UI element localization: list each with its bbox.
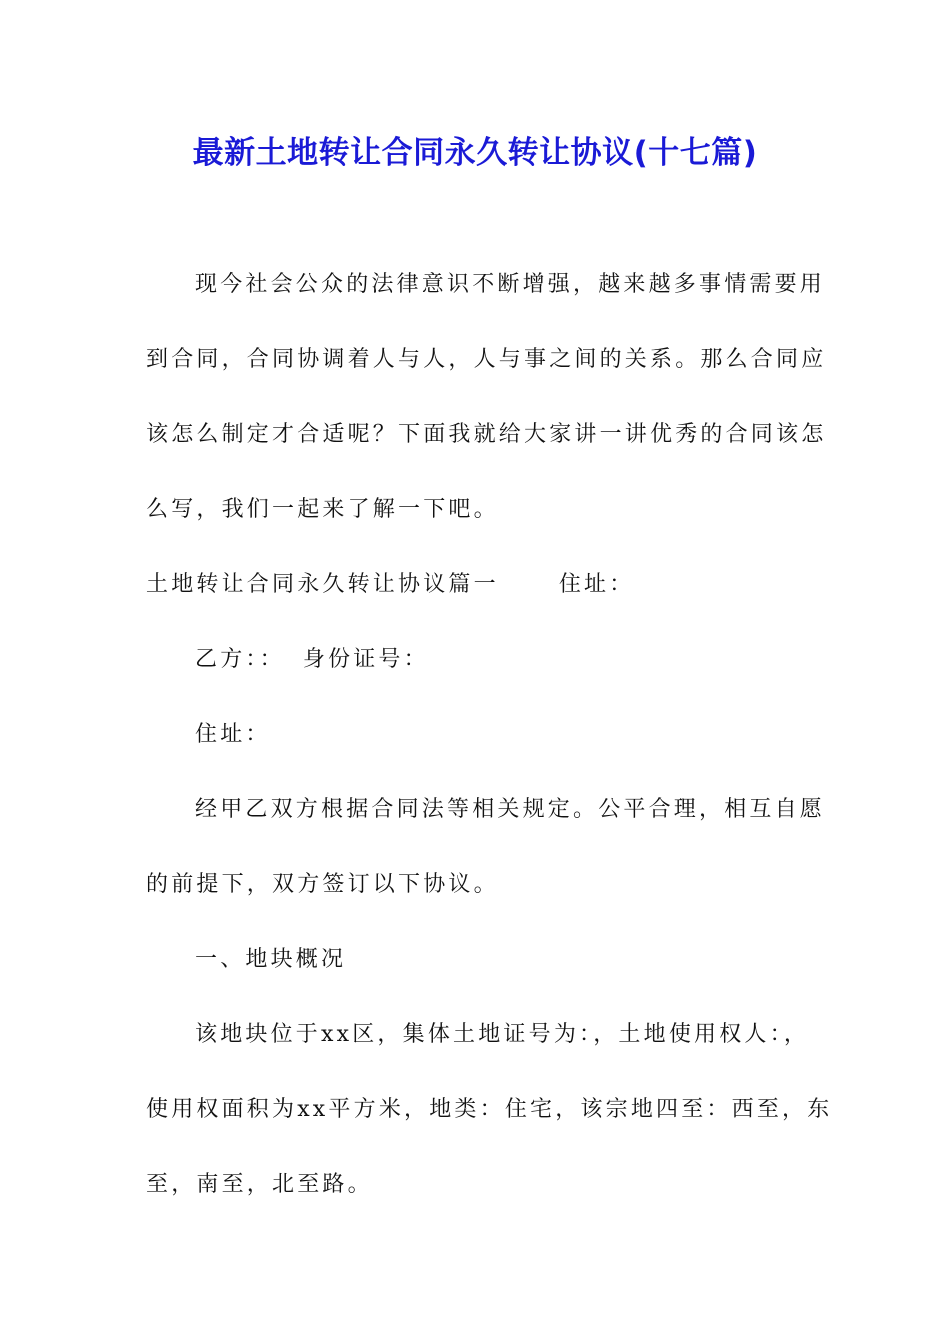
section-address-label: 住址： <box>558 572 635 597</box>
agreement-line-2: 的前提下，双方签订以下协议。 <box>146 872 499 897</box>
document-title: 最新土地转让合同永久转让协议(十七篇) <box>192 135 758 171</box>
intro-line-4: 么写，我们一起来了解一下吧。 <box>146 497 499 522</box>
clause-one-line-3: 至，南至，北至路。 <box>146 1172 373 1197</box>
intro-line-3: 该怎么制定才合适呢？下面我就给大家讲一讲优秀的合同该怎 <box>146 422 827 447</box>
clause-one-line-2: 使用权面积为xx平方米，地类：住宅，该宗地四至：西至，东 <box>146 1097 833 1122</box>
party-b-line <box>146 622 806 697</box>
section-heading-line <box>146 547 806 622</box>
address-line: 住址： <box>195 722 271 747</box>
clause-one-heading: 一、地块概况 <box>195 947 347 972</box>
intro-line-1: 现今社会公众的法律意识不断增强，越来越多事情需要用 <box>195 272 826 297</box>
clause-one-line-1: 该地块位于xx区，集体土地证号为：，土地使用权人：， <box>195 1022 810 1047</box>
section-heading: 土地转让合同永久转让协议篇一 <box>146 572 499 597</box>
document-body <box>146 247 833 1222</box>
id-number-label: 身份证号： <box>302 647 429 672</box>
party-b-label: 乙方：： <box>195 647 285 672</box>
agreement-line-1: 经甲乙双方根据合同法等相关规定。公平合理，相互自愿 <box>195 797 826 822</box>
intro-line-2: 到合同，合同协调着人与人，人与事之间的关系。那么合同应 <box>146 347 827 372</box>
